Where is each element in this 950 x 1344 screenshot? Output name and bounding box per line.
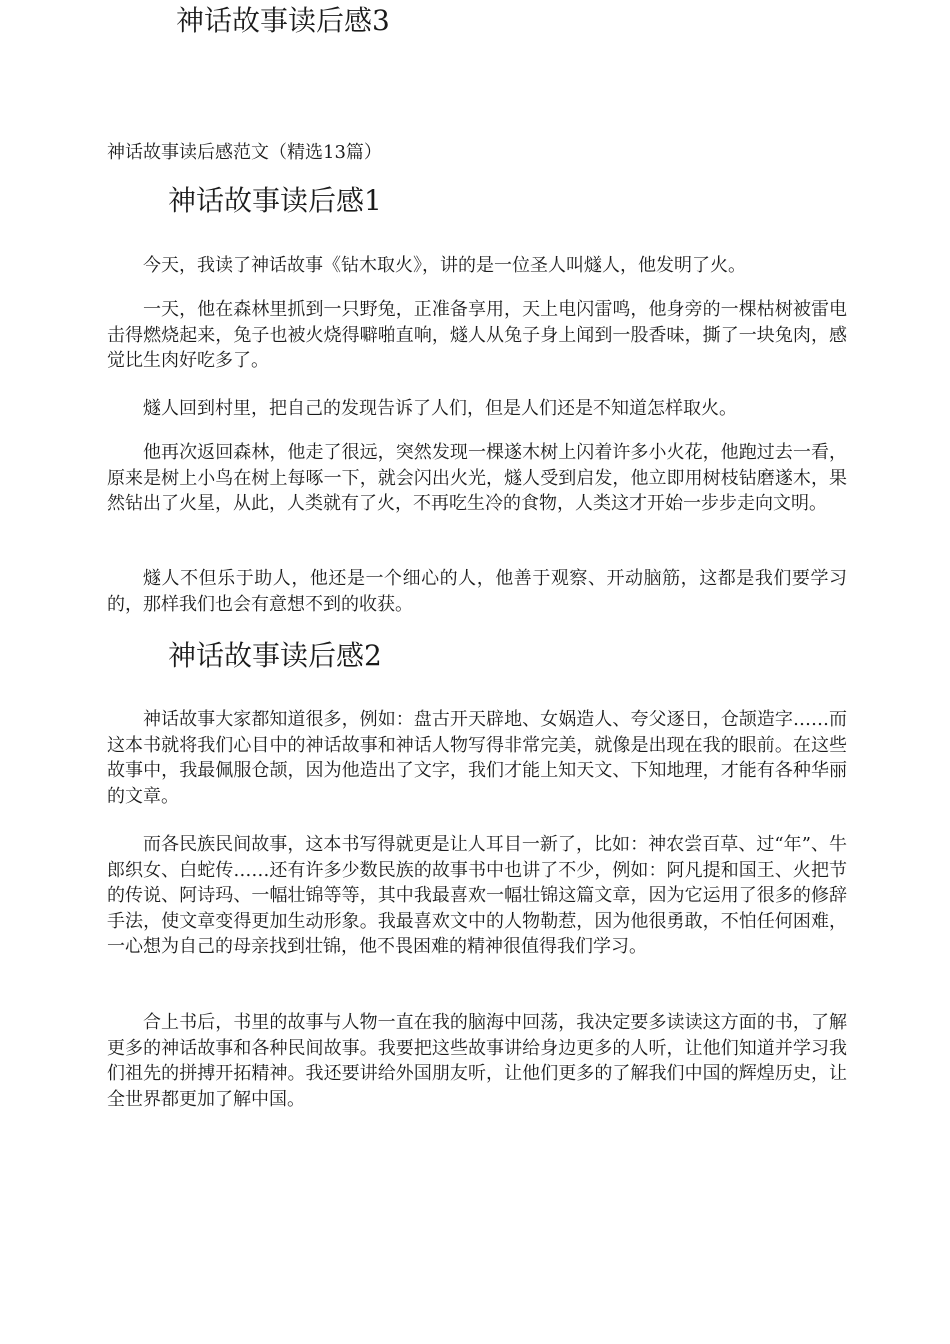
paragraph: 燧人不但乐于助人，他还是一个细心的人，他善于观察、开动脑筋，这都是我们要学习的，那样我们也会有意想不到的收获。	[107, 568, 847, 615]
section-heading-1: 神话故事读后感1	[168, 184, 382, 217]
paragraph: 他再次返回森林，他走了很远，突然发现一棵遂木树上闪着许多小火花，他跑过去一看，原来是树上小鸟在树上每啄一下，就会闪出火光，燧人受到启发，他立即用树枝钻磨遂木，果然钻出了火星，从此，人类就有了火，不再吃生冷的食物，人类这才开始一步步走向文明。	[107, 442, 847, 514]
paragraph: 神话故事大家都知道很多，例如：盘古开天辟地、女娲造人、夸父逐日，仓颉造字……而这本书就将我们心目中的神话故事和神话人物写得非常完美，就像是出现在我的眼前。在这些故事中，我最佩服仓颉，因为他造出了文字，我们才能上知天文、下知地理，才能有各种华丽的文章。	[107, 709, 847, 807]
paragraph: 今天，我读了神话故事《钻木取火》，讲的是一位圣人叫燧人，他发明了火。	[143, 255, 746, 276]
document-subtitle: 神话故事读后感范文（精选13篇）	[107, 142, 382, 163]
paragraph: 一天，他在森林里抓到一只野兔，正准备享用，天上电闪雷鸣，他身旁的一棵枯树被雷电击得燃烧起来，兔子也被火烧得噼啪直响，燧人从兔子身上闻到一股香味，撕了一块兔肉，感觉比生肉好吃多了。	[107, 299, 847, 371]
section-heading-2: 神话故事读后感2	[168, 639, 382, 672]
paragraph: 而各民族民间故事，这本书写得就更是让人耳目一新了，比如：神农尝百草、过“年”、牛郎织女、白蛇传……还有许多少数民族的故事书中也讲了不少，例如：阿凡提和国王、火把节的传说、阿诗玛、一幅壮锦等等，其中我最喜欢一幅壮锦这篇文章，因为它运用了很多的修辞手法，使文章变得更加生动形象。我最喜欢文中的人物勒惹，因为他很勇敢，不怕任何困难，一心想为自己的母亲找到壮锦，他不畏困难的精神很值得我们学习。	[107, 834, 847, 957]
paragraph: 燧人回到村里，把自己的发现告诉了人们，但是人们还是不知道怎样取火。	[143, 398, 737, 419]
document-title: 神话故事读后感3	[176, 4, 390, 37]
paragraph: 合上书后，书里的故事与人物一直在我的脑海中回荡，我决定要多读读这方面的书，了解更多的神话故事和各种民间故事。我要把这些故事讲给身边更多的人听，让他们知道并学习我们祖先的拼搏开拓精神。我还要讲给外国朋友听，让他们更多的了解我们中国的辉煌历史，让全世界都更加了解中国。	[107, 1012, 847, 1110]
